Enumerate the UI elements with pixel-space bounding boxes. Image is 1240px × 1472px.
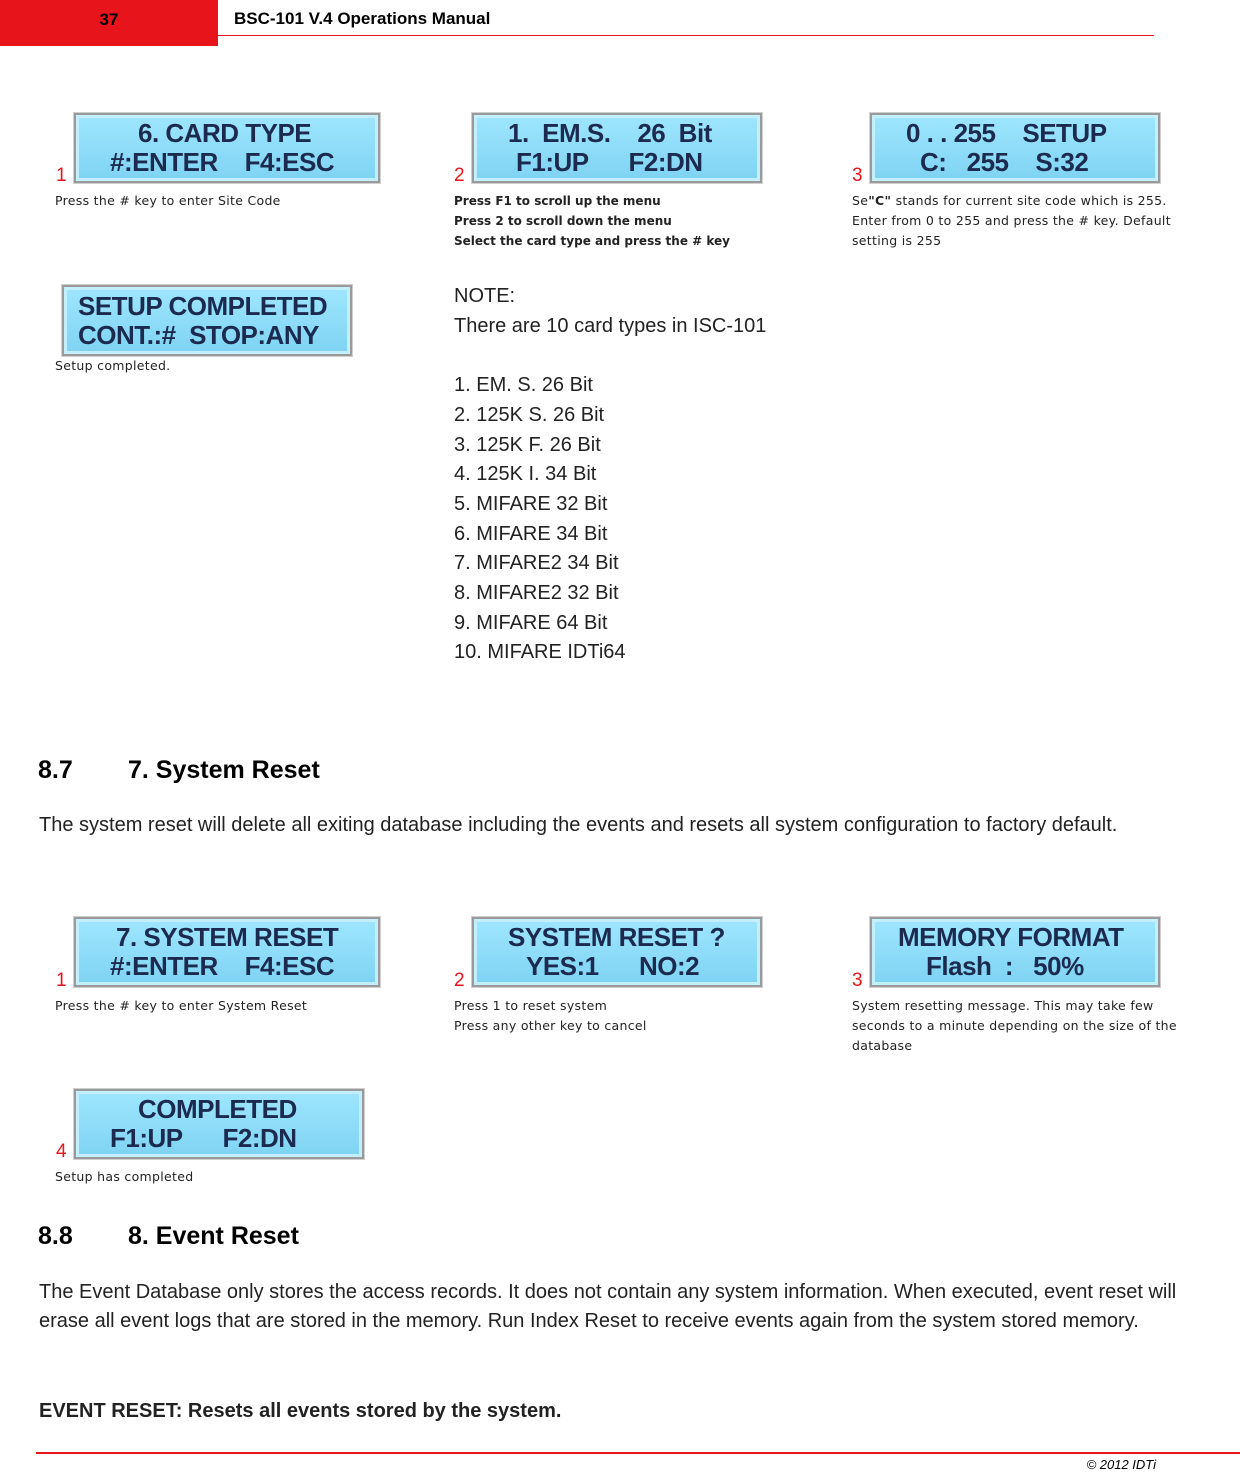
lcd-system-reset-step3: MEMORY FORMAT Flash : 50% <box>870 917 1160 987</box>
system-reset-paragraph: The system reset will delete all exiting database including the events and resets all system configuration to factory default. <box>39 814 1118 836</box>
lcd-system-reset-step1: 7. SYSTEM RESET #:ENTER F4:ESC <box>74 917 380 987</box>
lcd-card-type-step3: 0 . . 255 SETUP C: 255 S:32 <box>870 113 1160 183</box>
section-heading-event-reset: 8.8 8. Event Reset <box>38 1222 299 1250</box>
note-title: NOTE: <box>454 285 516 307</box>
step-number: 1 <box>56 970 67 991</box>
lcd-card-type-step2: 1. EM.S. 26 Bit F1:UP F2:DN <box>472 113 762 183</box>
step-caption: Press 1 to reset system Press any other key to cancel <box>454 998 647 1033</box>
step-number: 3 <box>852 970 863 991</box>
step-caption: Press the # key to enter Site Code <box>55 193 281 208</box>
step-number: 3 <box>852 165 863 186</box>
step-number: 2 <box>454 970 465 991</box>
step-caption: Press the # key to enter System Reset <box>55 998 308 1013</box>
step-number: 1 <box>56 165 67 186</box>
card-type-note <box>454 282 766 668</box>
lcd-system-reset-step2: SYSTEM RESET ? YES:1 NO:2 <box>472 917 762 987</box>
list-item: 9. MIFARE 64 Bit <box>454 611 608 634</box>
list-item: 2. 125K S. 26 Bit <box>454 403 605 426</box>
step-caption: System resetting message. This may take few seconds to a minute depending on the size of the database <box>852 998 1177 1053</box>
note-intro: There are 10 card types in ISC-101 <box>454 314 767 337</box>
step-number: 4 <box>56 1141 67 1162</box>
list-item: 7. MIFARE2 34 Bit <box>454 552 619 575</box>
event-reset-note: EVENT RESET: Resets all events stored by the system. <box>39 1400 562 1422</box>
section-heading-system-reset: 8.7 7. System Reset <box>38 756 320 784</box>
list-item: 8. MIFARE2 32 Bit <box>454 582 619 605</box>
footer-rule <box>36 1452 1240 1454</box>
event-reset-paragraph: The Event Database only stores the access records. It does not contain any system information. When executed, event reset will erase all event logs that are stored in the memory. Run Index Reset to receive events again from the system stored memory. <box>39 1281 1177 1332</box>
list-item: 3. 125K F. 26 Bit <box>454 433 601 456</box>
card-type-list <box>454 371 766 668</box>
page-number: 37 <box>0 0 218 46</box>
list-item: 4. 125K I. 34 Bit <box>454 463 597 486</box>
step-caption: Setup has completed <box>55 1169 194 1184</box>
list-item: 1. EM. S. 26 Bit <box>454 374 593 397</box>
step-caption: Setup completed. <box>55 358 171 373</box>
lcd-card-type-step1: 6. CARD TYPE #:ENTER F4:ESC <box>74 113 380 183</box>
step-caption: Press F1 to scroll up the menu Press 2 to scroll down the menu Select the card type and press the # key <box>454 194 730 248</box>
document-title: BSC-101 V.4 Operations Manual <box>234 9 491 28</box>
lcd-setup-completed: SETUP COMPLETED CONT.:# STOP:ANY <box>62 285 352 356</box>
copyright: © 2012 IDTi <box>1086 1457 1156 1472</box>
list-item: 6. MIFARE 34 Bit <box>454 522 608 545</box>
lcd-system-reset-step4: COMPLETED F1:UP F2:DN <box>74 1089 364 1159</box>
list-item: 10. MIFARE IDTi64 <box>454 641 626 664</box>
step-caption: Se"C" stands for current site code which is 255. Enter from 0 to 255 and press the # key. Default setting is 255 <box>852 193 1171 248</box>
list-item: 5. MIFARE 32 Bit <box>454 492 608 515</box>
header-rule <box>218 35 1154 36</box>
step-number: 2 <box>454 165 465 186</box>
